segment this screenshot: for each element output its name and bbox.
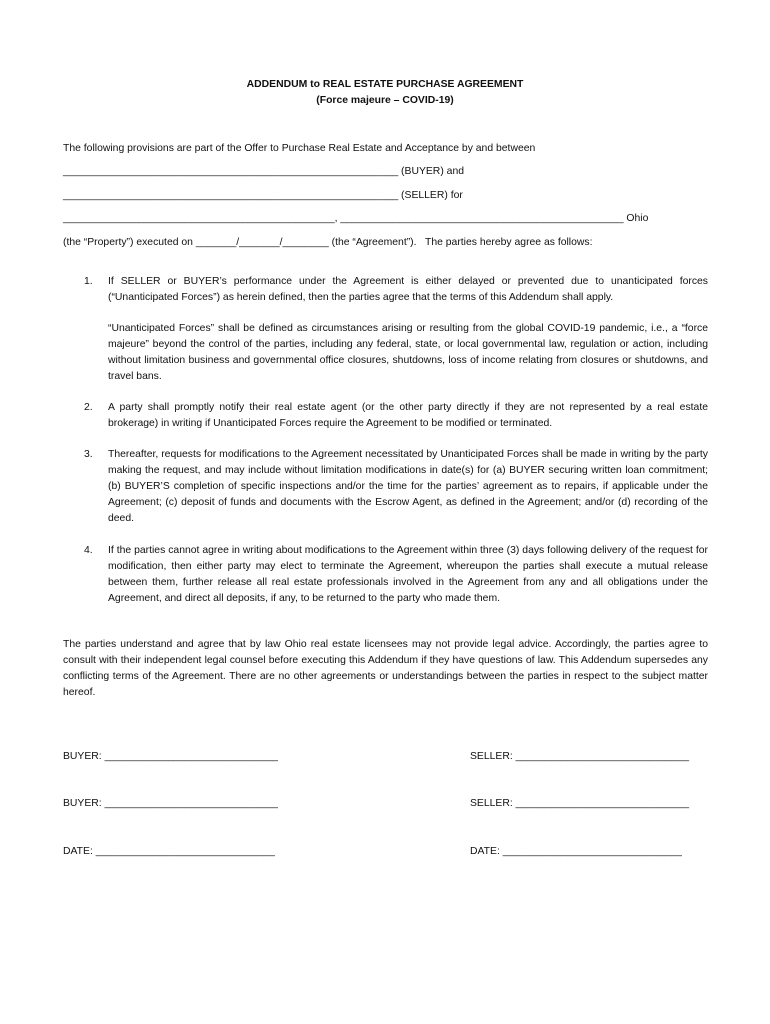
seller-signature-field[interactable]: SELLER: ______________________________ [470,751,689,762]
intro-text: The following provisions are part of the Offer to Purchase Real Estate and Acceptance by and between [63,143,536,154]
item-text: If SELLER or BUYER’s performance under the Agreement is either delayed or prevented due to unanticipated forces (“Unanticipated Forces”) as herein defined, then the parties agree that the terms of this Addendum shall apply. [108,276,708,303]
item-text: Thereafter, requests for modifications to the Agreement necessitated by Unanticipated Forces shall be made in writing by the party making the request, and may include without limitation modifications in date(s) for (a) BUYER securing written loan commitment; (b) BUYER’S completion of specific inspections and/or the time for the parties’ agreement as to repairs, if applicable under the Agreement; (c) deposit of funds and documents with the Escrow Agent, as defined in the Agreement; and/or (d) recording of the deed. [108,449,708,524]
item-number: 3. [84,449,93,460]
item-number: 4. [84,545,93,556]
property-line: _______________________________________________, _________________________________________________ Ohio [63,213,649,224]
item-text: If the parties cannot agree in writing about modifications to the Agreement within three (3) days following delivery of the request for modification, then either party may elect to terminate the Agreement, whereupon the parties shall execute a mutual release between them, further release all real estate professionals involved in the Agreement from any and all obligations under the Agreement, and direct all deposits, if any, to be returned to the party who made them. [108,545,708,604]
document-subtitle: (Force majeure – COVID-19) [316,95,454,106]
item-number: 2. [84,402,93,413]
closing-paragraph: The parties understand and agree that by law Ohio real estate licensees may not provide legal advice. Accordingly, the parties agree to consult with their independent legal counsel before executing this Addendum if they have questions of law. This Addendum supersedes any conflicting terms of the Agreement. There are no other agreements or understandings between the parties in respect to the subject matter hereof. [63,639,708,698]
date-field[interactable]: DATE: _______________________________ [470,846,682,857]
seller-signature-field[interactable]: SELLER: ______________________________ [470,798,689,809]
seller-line: __________________________________________________________ (SELLER) for [63,190,463,201]
document-title: ADDENDUM to REAL ESTATE PURCHASE AGREEMENT [246,79,524,90]
date-field[interactable]: DATE: _______________________________ [63,846,275,857]
buyer-signature-field[interactable]: BUYER: ______________________________ [63,798,278,809]
definition-text: “Unanticipated Forces” shall be defined as circumstances arising or resulting from the global COVID-19 pandemic, i.e., a “force majeure” beyond the control of the parties, including any federal, state, or local governmental law, regulation or action, including without limitation business and governmental office closures, shutdowns, loss of income relating from closures or shutdowns, and travel bans. [108,323,708,382]
executed-line: (the “Property”) executed on _______/_______/________ (the “Agreement”). The parties hereby agree as follows: [63,237,593,248]
buyer-line: __________________________________________________________ (BUYER) and [63,166,464,177]
item-number: 1. [84,276,93,287]
item-text: A party shall promptly notify their real estate agent (or the other party directly if they are not represented by a real estate brokerage) in writing if Unanticipated Forces require the Agreement to be modified or terminated. [108,402,708,429]
buyer-signature-field[interactable]: BUYER: ______________________________ [63,751,278,762]
